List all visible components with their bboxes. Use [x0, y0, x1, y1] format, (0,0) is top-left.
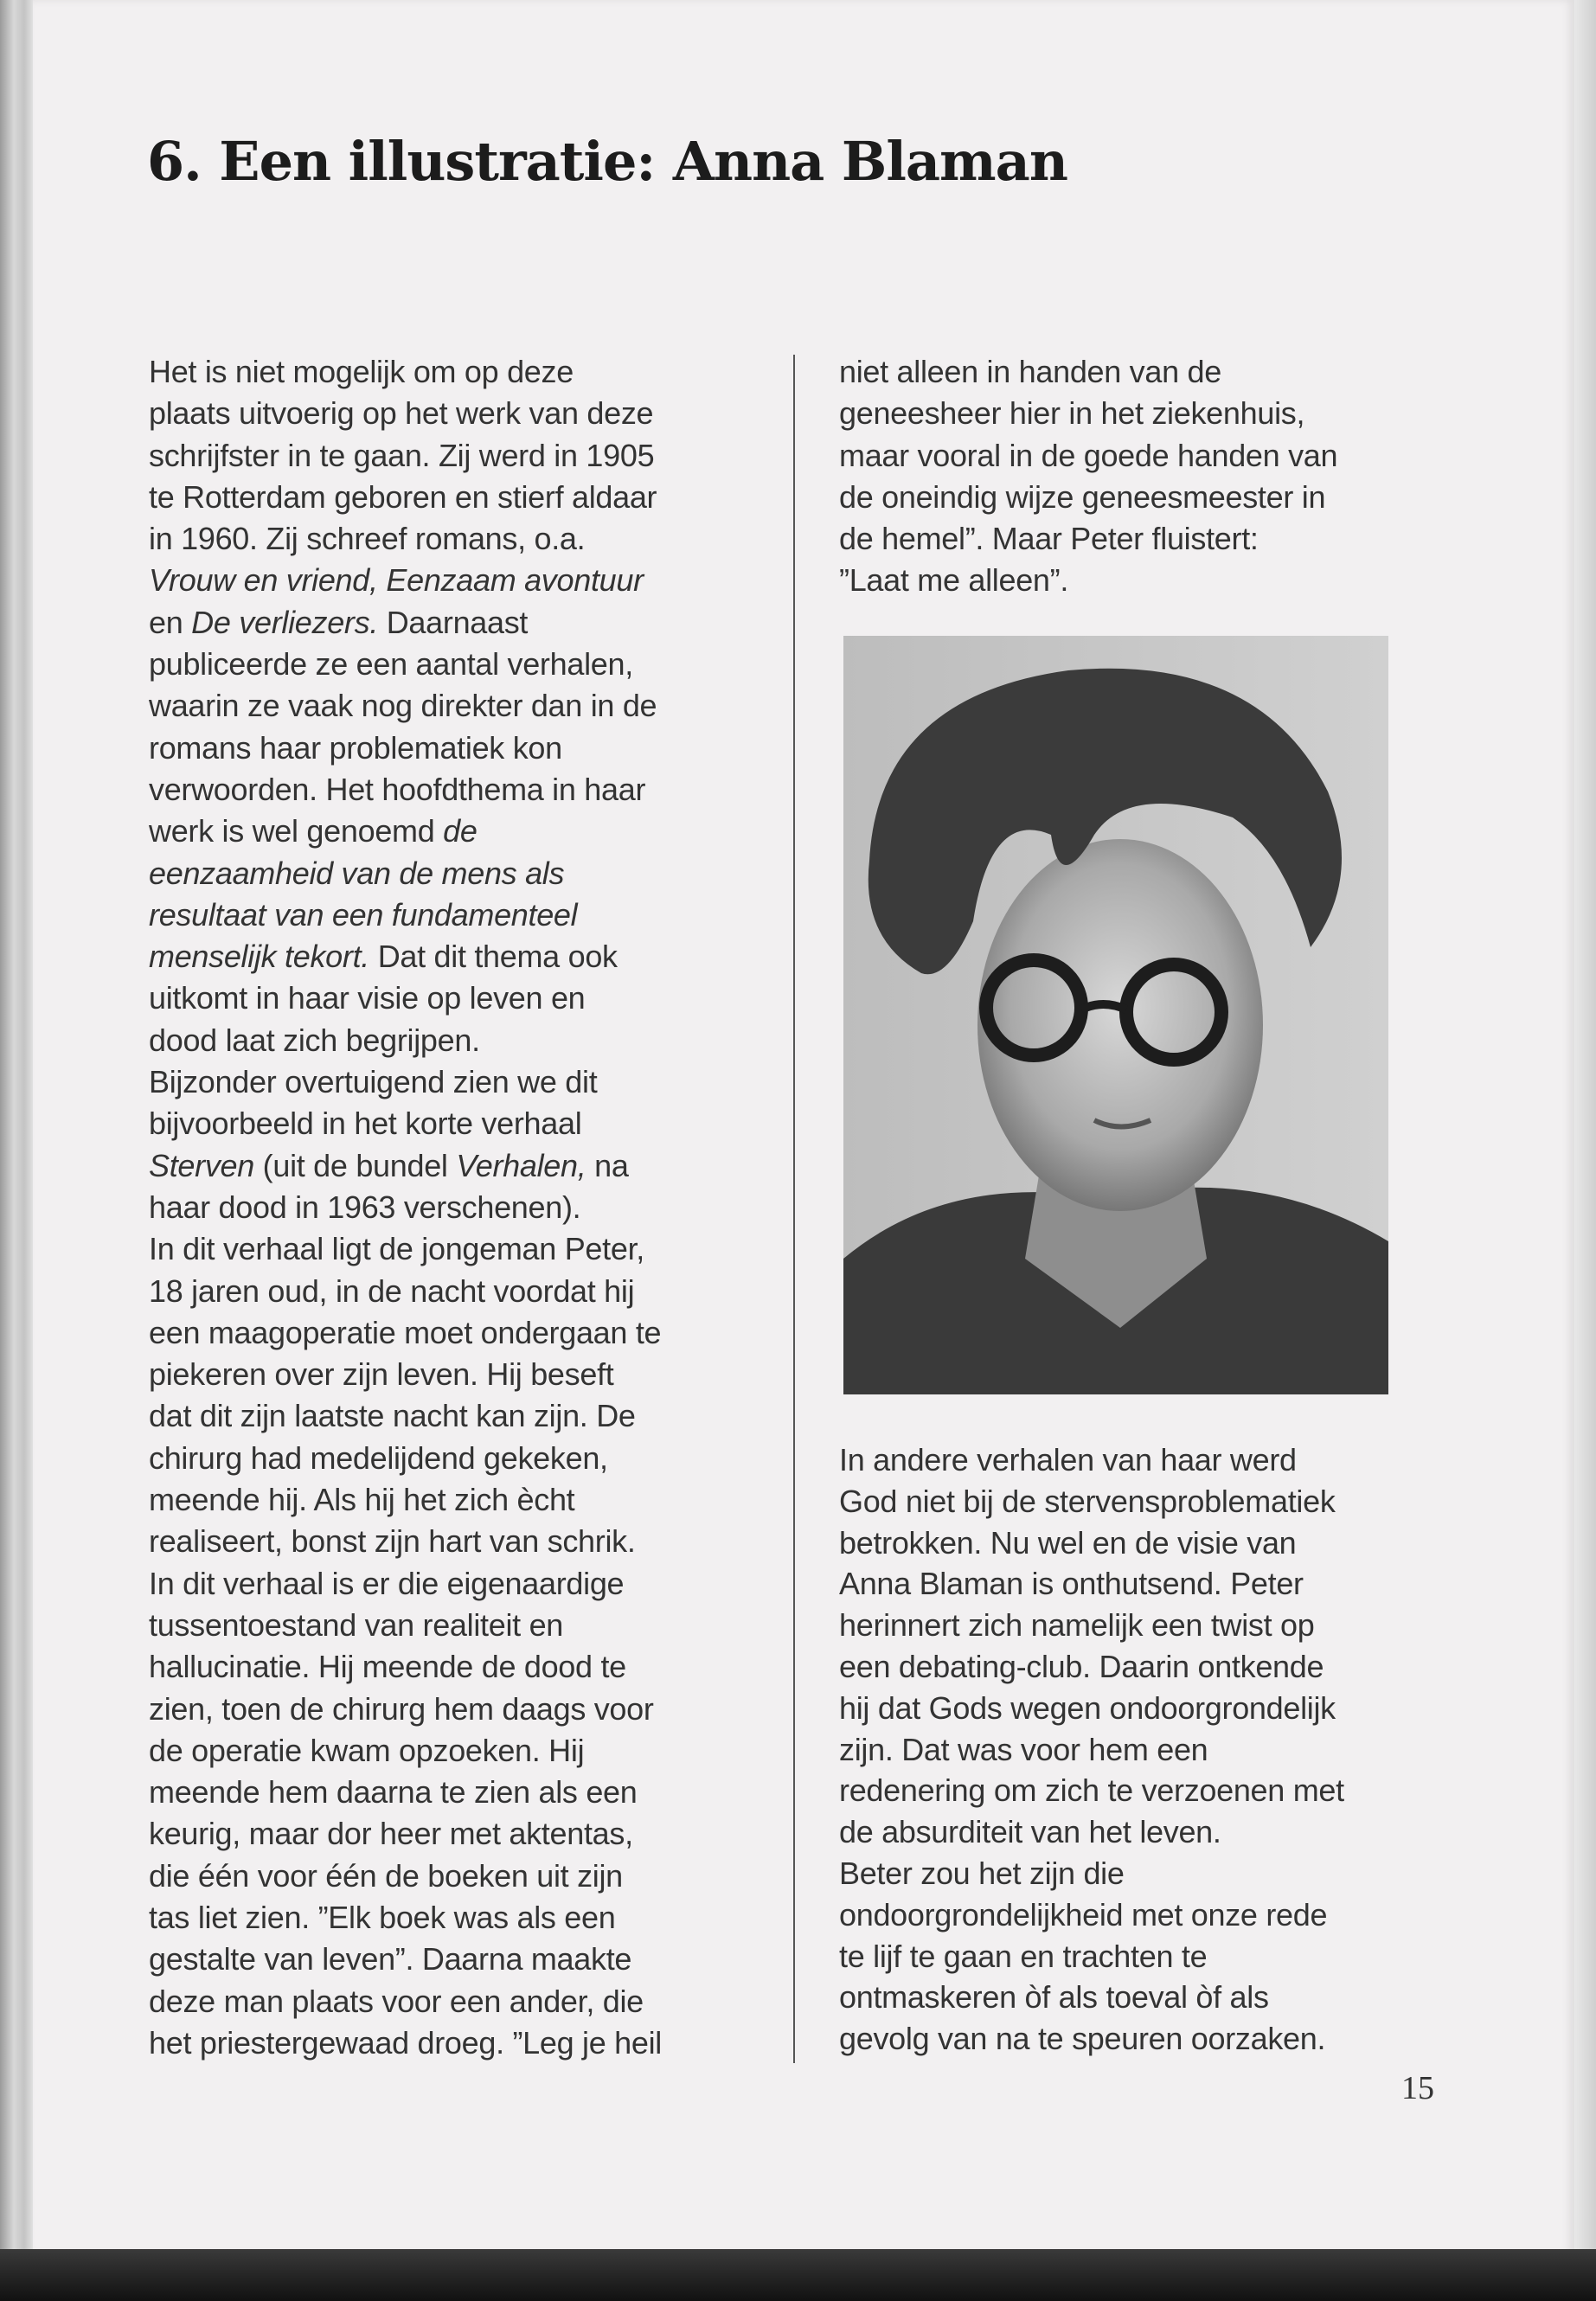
- text-line: [839, 1770, 1344, 1811]
- chapter-title: 6. Een illustratie: Anna Blaman: [147, 130, 1067, 193]
- text-line: [149, 1103, 662, 1144]
- text-line: [839, 2018, 1344, 2060]
- body-text: de oneindig wijze geneesmeester in: [839, 478, 1326, 515]
- body-text: In dit verhaal is er die eigenaardige: [149, 1565, 625, 1601]
- text-line: [149, 977, 662, 1019]
- italic-title-text: De verliezers.: [191, 604, 379, 640]
- text-line: [149, 1689, 662, 1730]
- text-line: [839, 1605, 1344, 1646]
- text-line: [149, 1772, 662, 1813]
- body-text: in 1960. Zij schreef romans, o.a.: [149, 521, 586, 557]
- page-edge: [1574, 0, 1596, 2253]
- text-line: [149, 1438, 662, 1479]
- text-line: [149, 477, 662, 518]
- text-line: [149, 769, 662, 811]
- body-text: In andere verhalen van haar werd: [839, 1442, 1297, 1477]
- text-line: [839, 435, 1337, 477]
- body-text: ”Laat me alleen”.: [839, 562, 1069, 599]
- body-text: Daarnaast: [378, 604, 529, 640]
- book-spine-edge: [0, 0, 35, 2249]
- body-text: na: [586, 1147, 629, 1183]
- body-text: chirurg had medelijdend gekeken,: [149, 1439, 608, 1476]
- body-text: deze man plaats voor een ander, die: [149, 1983, 644, 2019]
- right-column-text-bottom: [839, 1439, 1344, 2060]
- text-line: [839, 1729, 1344, 1771]
- body-text: die één voor één de boeken uit zijn: [149, 1857, 623, 1894]
- portrait-photo-anna-blaman: [843, 636, 1388, 1394]
- text-line: [839, 1811, 1344, 1853]
- text-line: [149, 1646, 662, 1688]
- body-text: waarin ze vaak nog direkter dan in de: [149, 688, 657, 724]
- body-text: betrokken. Nu wel en de visie van: [839, 1524, 1297, 1561]
- text-line: [149, 644, 662, 685]
- body-text: te lijf te gaan en trachten te: [839, 1938, 1208, 1974]
- text-line: [149, 1563, 662, 1605]
- text-line: [149, 1187, 662, 1228]
- text-line: [149, 936, 662, 977]
- text-line: [149, 602, 662, 644]
- text-line: [149, 1939, 662, 1980]
- text-line: [149, 518, 662, 560]
- body-text: de hemel”. Maar Peter fluistert:: [839, 521, 1259, 557]
- body-text: In dit verhaal ligt de jongeman Peter,: [149, 1231, 644, 1267]
- text-line: [149, 1981, 662, 2022]
- text-line: [149, 1813, 662, 1855]
- body-text: schrijfster in te gaan. Zij werd in 1905: [149, 437, 655, 473]
- column-divider: [793, 355, 795, 2063]
- scan-background: [0, 2249, 1596, 2301]
- body-text: geneesheer hier in het ziekenhuis,: [839, 395, 1305, 432]
- body-text: en: [149, 604, 192, 640]
- text-line: [149, 351, 662, 393]
- text-line: [149, 1856, 662, 1897]
- body-text: dat dit zijn laatste nacht kan zijn. De: [149, 1398, 636, 1434]
- body-text: meende hij. Als hij het zich ècht: [149, 1482, 575, 1518]
- text-line: [149, 1061, 662, 1103]
- body-text: Bijzonder overtuigend zien we dit: [149, 1064, 598, 1100]
- body-text: plaats uitvoerig op het werk van deze: [149, 395, 654, 432]
- left-column-text: [149, 351, 662, 2064]
- body-text: de operatie kwam opzoeken. Hij: [149, 1732, 585, 1768]
- text-line: [149, 393, 662, 434]
- italic-title-text: resultaat van een fundamenteel: [149, 896, 578, 933]
- body-text: zijn. Dat was voor hem een: [839, 1731, 1208, 1767]
- text-line: [839, 1688, 1344, 1729]
- text-line: [839, 1936, 1344, 1977]
- body-text: een debating-club. Daarin ontkende: [839, 1648, 1324, 1684]
- body-text: God niet bij de stervensproblematiek: [839, 1483, 1336, 1519]
- body-text: het priestergewaad droeg. ”Leg je heil: [149, 2024, 662, 2061]
- text-line: [149, 1312, 662, 1354]
- text-line: [839, 1439, 1344, 1481]
- body-text: dood laat zich begrijpen.: [149, 1022, 480, 1058]
- text-line: [149, 1271, 662, 1312]
- body-text: gestalte van leven”. Daarna maakte: [149, 1941, 632, 1977]
- text-line: [149, 1145, 662, 1187]
- body-text: Het is niet mogelijk om op deze: [149, 354, 574, 389]
- body-text: verwoorden. Het hoofdthema in haar: [149, 771, 646, 807]
- body-text: een maagoperatie moet ondergaan te: [149, 1314, 662, 1350]
- body-text: keurig, maar dor heer met aktentas,: [149, 1816, 633, 1852]
- body-text: uitkomt in haar visie op leven en: [149, 980, 586, 1016]
- italic-title-text: Vrouw en vriend, Eenzaam avontuur: [149, 562, 644, 599]
- text-line: [149, 435, 662, 477]
- text-line: [839, 1481, 1344, 1522]
- body-text: de absurditeit van het leven.: [839, 1814, 1221, 1850]
- text-line: [149, 894, 662, 936]
- text-line: [839, 560, 1337, 601]
- body-text: te Rotterdam geboren en stierf aldaar: [149, 478, 657, 515]
- text-line: [839, 351, 1337, 393]
- text-line: [839, 1853, 1344, 1894]
- italic-title-text: eenzaamheid van de mens als: [149, 855, 565, 891]
- body-text: romans haar problematiek kon: [149, 729, 562, 766]
- body-text: piekeren over zijn leven. Hij beseft: [149, 1356, 614, 1393]
- body-text: hallucinatie. Hij meende de dood te: [149, 1649, 626, 1685]
- body-text: realiseert, bonst zijn hart van schrik.: [149, 1523, 636, 1560]
- body-text: (uit de bundel: [253, 1147, 457, 1183]
- body-text: 18 jaren oud, in de nacht voordat hij: [149, 1272, 635, 1309]
- text-line: [149, 811, 662, 852]
- body-text: werk is wel genoemd: [149, 813, 444, 849]
- text-line: [149, 1354, 662, 1395]
- body-text: herinnert zich namelijk een twist op: [839, 1607, 1315, 1644]
- text-line: [839, 477, 1337, 518]
- body-text: meende hem daarna te zien als een: [149, 1774, 638, 1811]
- text-line: [839, 1977, 1344, 2018]
- page-number: 15: [1401, 2070, 1434, 2106]
- text-line: [149, 727, 662, 769]
- text-line: [149, 1605, 662, 1646]
- body-text: tussentoestand van realiteit en: [149, 1606, 564, 1643]
- text-line: [149, 1479, 662, 1521]
- text-line: [839, 518, 1337, 560]
- text-line: [839, 1894, 1344, 1936]
- body-text: ontmaskeren òf als toeval òf als: [839, 1979, 1269, 2016]
- body-text: gevolg van na te speuren oorzaken.: [839, 2021, 1326, 2057]
- body-text: ondoorgrondelijkheid met onze rede: [839, 1896, 1328, 1932]
- italic-title-text: Sterven: [149, 1147, 254, 1183]
- text-line: [149, 560, 662, 601]
- body-text: zien, toen de chirurg hem daags voor: [149, 1690, 654, 1727]
- text-line: [149, 1521, 662, 1562]
- text-line: [839, 1563, 1344, 1605]
- body-text: publiceerde ze een aantal verhalen,: [149, 646, 633, 683]
- italic-title-text: Verhalen,: [456, 1147, 586, 1183]
- body-text: haar dood in 1963 verschenen).: [149, 1189, 581, 1225]
- body-text: maar vooral in de goede handen van: [839, 437, 1338, 473]
- text-line: [839, 1646, 1344, 1688]
- text-line: [149, 1897, 662, 1939]
- text-line: [149, 685, 662, 727]
- italic-title-text: menselijk tekort.: [149, 939, 369, 975]
- text-line: [149, 2022, 662, 2064]
- italic-title-text: de: [443, 813, 478, 849]
- text-line: [149, 1228, 662, 1270]
- text-line: [149, 1395, 662, 1437]
- text-line: [149, 1730, 662, 1772]
- body-text: Beter zou het zijn die: [839, 1855, 1125, 1891]
- body-text: tas liet zien. ”Elk boek was als een: [149, 1899, 616, 1935]
- body-text: Anna Blaman is onthutsend. Peter: [839, 1566, 1304, 1602]
- body-text: redenering om zich te verzoenen met: [839, 1772, 1344, 1809]
- body-text: hij dat Gods wegen ondoorgrondelijk: [839, 1689, 1336, 1726]
- text-line: [149, 853, 662, 894]
- body-text: Dat dit thema ook: [369, 939, 618, 975]
- body-text: bijvoorbeeld in het korte verhaal: [149, 1106, 582, 1142]
- text-line: [839, 1522, 1344, 1564]
- text-line: [149, 1020, 662, 1061]
- body-text: niet alleen in handen van de: [839, 354, 1221, 389]
- text-line: [839, 393, 1337, 434]
- right-column-text-top: [839, 351, 1337, 602]
